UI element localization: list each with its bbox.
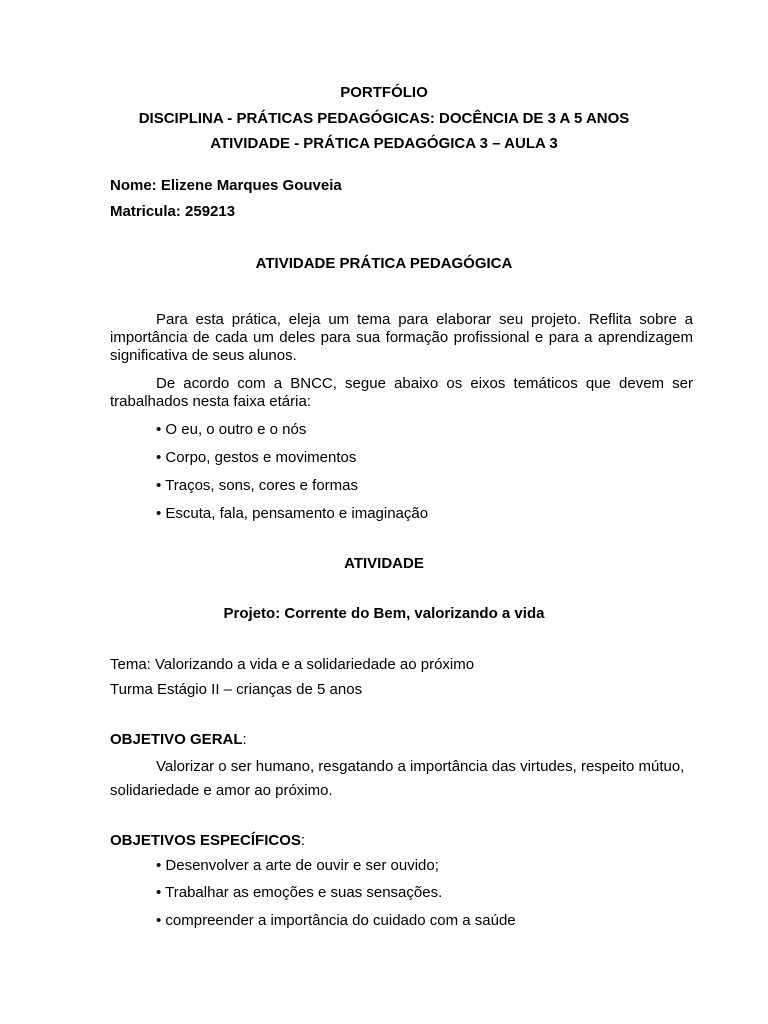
discipline-heading: DISCIPLINA - PRÁTICAS PEDAGÓGICAS: DOCÊNCIA DE 3 A 5 ANOS [138, 110, 630, 127]
axis-list-item: • Escuta, fala, pensamento e imaginação [156, 505, 429, 522]
specific-objectives-colon: : [300, 832, 306, 849]
intro-paragraph-line: Para esta prática, eleja um tema para elaborar seu projeto. Reflita sobre a [156, 311, 693, 328]
general-objective-heading [110, 731, 247, 749]
general-objective-colon: : [242, 731, 247, 748]
document-title: PORTFÓLIO [340, 84, 428, 101]
general-objective-label: OBJETIVO GERAL [110, 731, 243, 748]
specific-objectives-label: OBJETIVOS ESPECÍFICOS [110, 832, 301, 849]
section-title: ATIVIDADE PRÁTICA PEDAGÓGICA [255, 255, 513, 272]
axis-list-item: • O eu, o outro e o nós [156, 421, 307, 438]
activity-heading: ATIVIDADE - PRÁTICA PEDAGÓGICA 3 – AULA 3 [210, 135, 558, 152]
specific-objective-item: • Desenvolver a arte de ouvir e ser ouvido; [156, 857, 439, 874]
specific-objective-item: • Trabalhar as emoções e suas sensações. [156, 884, 443, 901]
specific-objectives-heading [110, 832, 305, 850]
student-registration: Matricula: 259213 [110, 203, 236, 220]
specific-objective-item: • compreender a importância do cuidado com a saúde [156, 912, 516, 929]
general-objective-text: Valorizar o ser humano, resgatando a importância das virtudes, respeito mútuo, [156, 758, 685, 775]
project-title: Projeto: Corrente do Bem, valorizando a vida [223, 605, 545, 622]
intro-paragraph-line: importância de cada um deles para sua formação profissional e para a aprendizagem [110, 329, 693, 346]
bncc-paragraph-line: trabalhados nesta faixa etária: [110, 393, 311, 410]
intro-paragraph-line: significativa de seus alunos. [110, 347, 297, 364]
activity-title: ATIVIDADE [344, 555, 424, 572]
general-objective-text: solidariedade e amor ao próximo. [110, 782, 333, 799]
bncc-paragraph-line: De acordo com a BNCC, segue abaixo os eixos temáticos que devem ser [156, 375, 693, 392]
class-group: Turma Estágio II – crianças de 5 anos [110, 681, 363, 698]
axis-list-item: • Traços, sons, cores e formas [156, 477, 358, 494]
project-theme: Tema: Valorizando a vida e a solidariedade ao próximo [110, 656, 475, 673]
student-name: Nome: Elizene Marques Gouveia [110, 177, 342, 194]
axis-list-item: • Corpo, gestos e movimentos [156, 449, 357, 466]
